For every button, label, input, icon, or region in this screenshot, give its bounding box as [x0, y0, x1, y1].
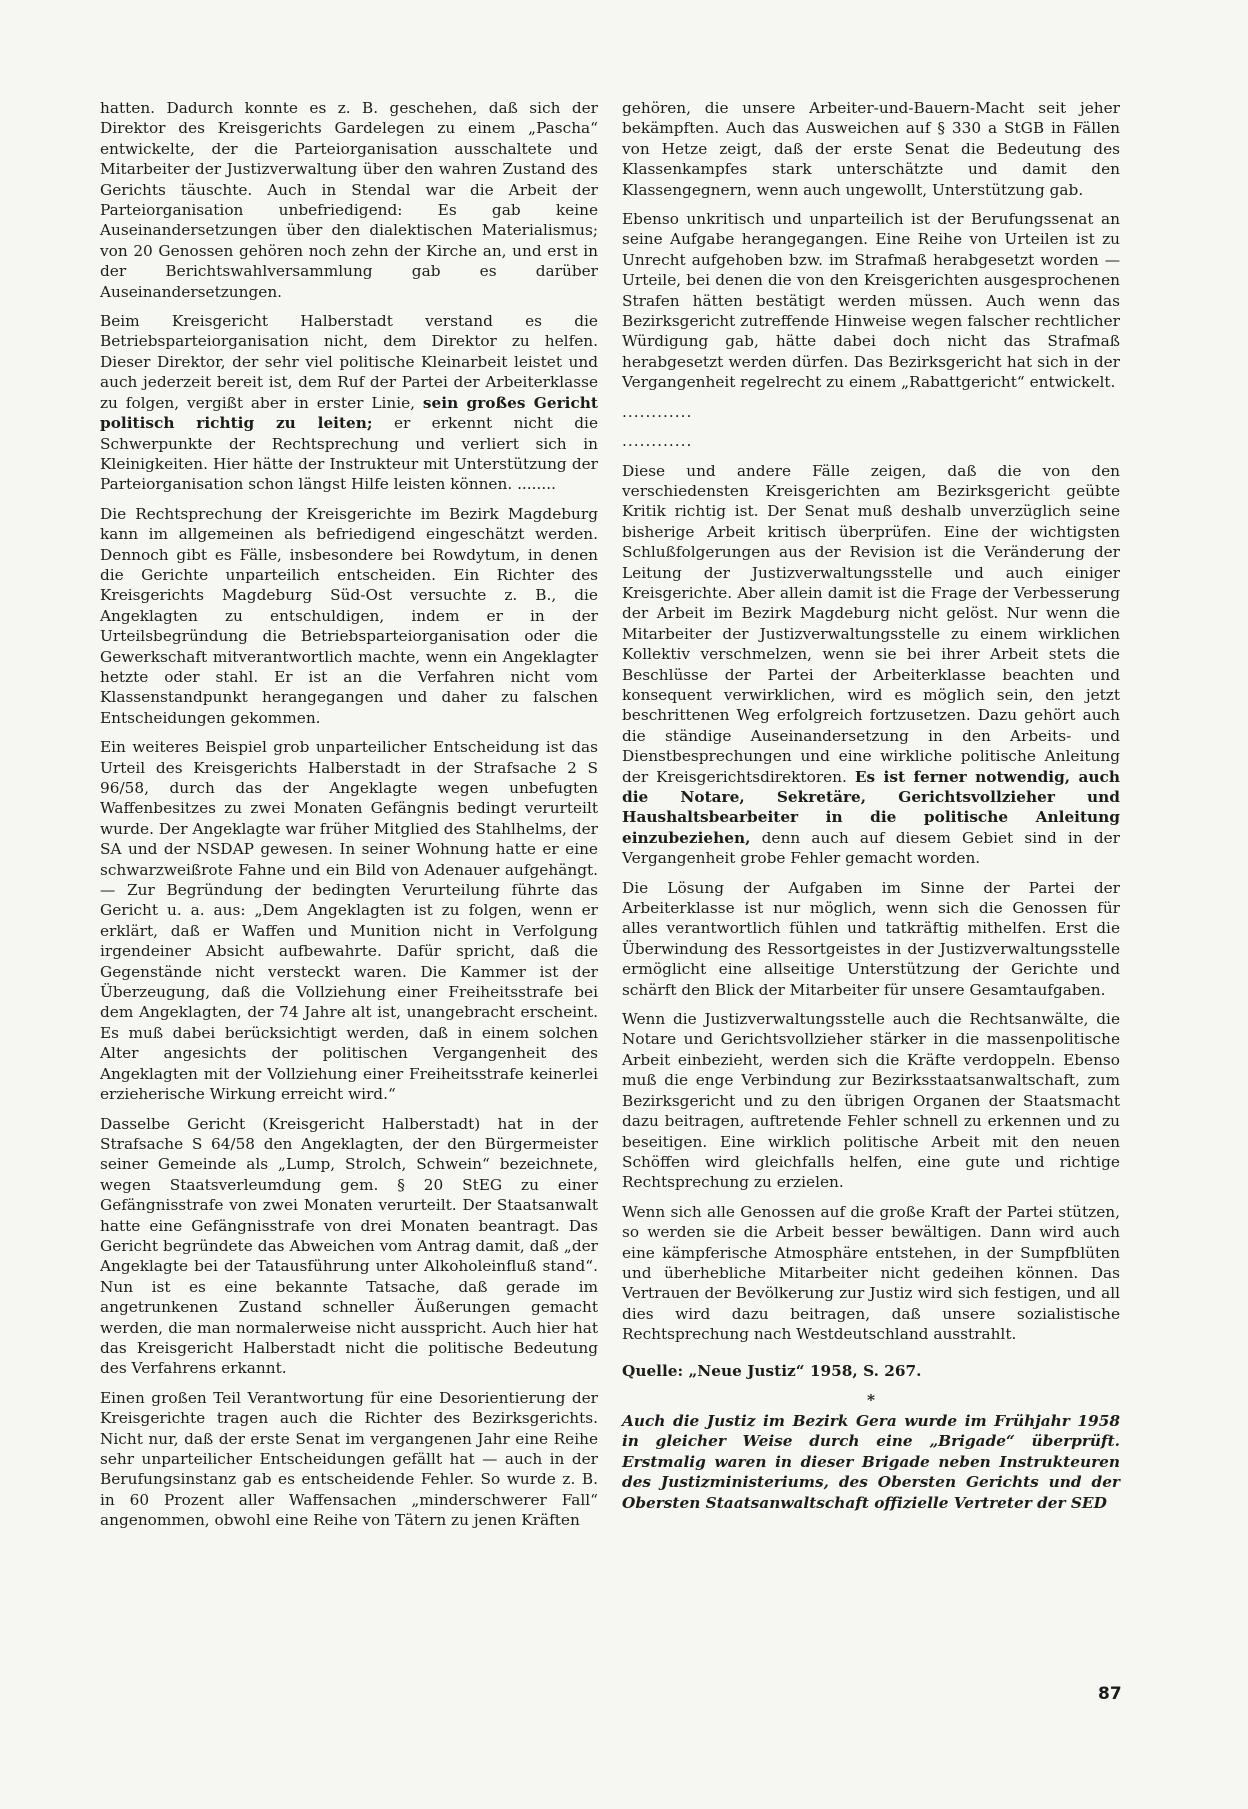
paragraph: Ebenso unkritisch und unparteilich ist der Berufungssenat an seine Aufgabe herangegangen. Eine Reihe von Urteilen ist zu Unrecht aufgehoben bzw. im Strafmaß herabgesetzt worden — Urteile, bei denen die von den Kreisgerichten ausgesprochenen Strafen hätten bestätigt werden müssen. Auch wenn das Bezirksgericht zutreffende Hinweise wegen falscher rechtlicher Würdigung gab, hätte dabei doch nicht das Strafmaß herabgesetzt werden dürfen. Das Bezirksgericht hat sich in der Vergangenheit regelrecht zu einem „Rabattgericht“ entwickelt.	[622, 210, 1120, 392]
paragraph: Beim Kreisgericht Halberstadt verstand es die Betriebsparteiorganisation nicht, dem Direktor zu helfen. Dieser Direktor, der sehr viel politische Kleinarbeit leistet und auch jederzeit bereit ist, dem Ruf der Partei der Arbeiterklasse zu folgen, vergißt aber in erster Linie, sein großes Gericht politisch richtig zu leiten; er erkennt nicht die Schwerpunkte der Rechtsprechung und verliert sich in Kleinigkeiten. Hier hätte der Instrukteur mit Unterstützung der Parteiorganisation schon längst Hilfe leisten können. ........	[100, 312, 598, 494]
page-number: 87	[1098, 1684, 1122, 1704]
paragraph: Ein weiteres Beispiel grob unparteilicher Entscheidung ist das Urteil des Kreisgerichts Halberstadt in der Strafsache 2 S 96/58, durch das der Angeklagte wegen unbefugten Waffenbesitzes zu zwei Monaten Gefängnis bedingt verurteilt wurde. Der Angeklagte war früher Mitglied des Stahlhelms, der SA und der NSDAP gewesen. In seiner Wohnung hatte er eine schwarzweißrote Fahne und ein Bild von Adenauer aufgehängt. — Zur Begründung der bedingten Verurteilung führte das Gericht u. a. aus: „Dem Angeklagten ist zu folgen, wenn er erklärt, daß er Waffen und Munition nicht in Verfolgung irgendeiner Absicht aufbewahrte. Dafür spricht, daß die Gegenstände nicht versteckt waren. Die Kammer ist der Überzeugung, daß die Vollziehung einer Freiheitsstrafe bei dem Angeklagten, der 74 Jahre alt ist, unangebracht erscheint. Es muß dabei berücksichtigt werden, daß in einem solchen Alter angesichts der politischen Vergangenheit des Angeklagten mit der Vollziehung einer Freiheitsstrafe keinerlei erzieherische Wirkung erreicht wird.“	[100, 738, 598, 1104]
source-citation: Quelle: „Neue Justiz“ 1958, S. 267.	[622, 1361, 922, 1380]
italic-intro-paragraph: Auch die Justiz im Bezirk Gera wurde im Frühjahr 1958 in gleicher Weise durch eine „Brigade“ überprüft. Erstmalig waren in dieser Brigade neben Instrukteuren des Justizministeriums, des Obersten Gerichts und der Obersten Staatsanwaltschaft offizielle Vertreter der SED	[622, 1411, 1120, 1512]
emphasis: sein großes Gericht politisch richtig zu leiten;	[100, 393, 598, 433]
section-separator: *	[867, 1390, 875, 1409]
paragraph: hatten. Dadurch konnte es z. B. geschehen, daß sich der Direktor des Kreisgerichts Gardelegen zu einem „Pascha“ entwickelte, der die Parteiorganisation ausschaltete und Mitarbeiter der Justizverwaltung über den wahren Zustand des Gerichts täuschte. Auch in Stendal war die Arbeit der Parteiorganisation unbefriedigend: Es gab keine Auseinandersetzungen über den dialektischen Materialismus; von 20 Genossen gehören noch zehn der Kirche an, und erst in der Berichtswahlversammlung gab es darüber Auseinandersetzungen.	[100, 99, 598, 301]
paragraph: Die Rechtsprechung der Kreisgerichte im Bezirk Magdeburg kann im allgemeinen als befriedigend eingeschätzt werden. Dennoch gibt es Fälle, insbesondere bei Rowdytum, in denen die Gerichte unparteilich entscheiden. Ein Richter des Kreisgerichts Magdeburg Süd-Ost versuchte z. B., die Angeklagten zu entschuldigen, indem er in der Urteilsbegründung die Betriebsparteiorganisation oder die Gewerkschaft mitverantwortlich machte, wenn ein Angeklagter hetzte oder stahl. Er ist an die Verfahren nicht vom Klassenstandpunkt herangegangen und daher zu falschen Entscheidungen gekommen.	[100, 504, 598, 727]
paragraph: Wenn sich alle Genossen auf die große Kraft der Partei stützen, so werden sie die Arbeit besser bewältigen. Dann wird auch eine kämpferische Atmosphäre entstehen, in der Sumpfblüten und überhebliche Mitarbeiter nicht gedeihen können. Das Vertrauen der Bevölkerung zur Justiz wird sich festigen, und all dies wird dazu beitragen, daß unsere sozialistische Rechtsprechung nach Westdeutschland ausstrahlt.	[622, 1202, 1120, 1344]
right-column	[622, 98, 1120, 1522]
paragraph: Die Lösung der Aufgaben im Sinne der Partei der Arbeiterklasse ist nur möglich, wenn sich die Genossen für alles verantwortlich fühlen und tatkräftig mithelfen. Erst die Überwindung des Ressortgeistes in der Justizverwaltungsstelle ermöglicht eine allseitige Unterstützung der Gerichte und schärft den Blick der Mitarbeiter für unsere Gesamtaufgaben.	[622, 878, 1120, 999]
paragraph: Wenn die Justizverwaltungsstelle auch die Rechtsanwälte, die Notare und Gerichtsvollzieher stärker in die massenpolitische Arbeit einbezieht, werden sich die Kräfte verdoppeln. Ebenso muß die enge Verbindung zur Bezirksstaatsanwaltschaft, zum Bezirksgericht und zu den übrigen Organen der Staatsmacht dazu beitragen, auftretende Fehler schnell zu erkennen und zu beseitigen. Eine wirklich politische Arbeit mit den neuen Schöffen wird gleichfalls helfen, eine gute und richtige Rechtsprechung zu erzielen.	[622, 1010, 1120, 1192]
paragraph: Dasselbe Gericht (Kreisgericht Halberstadt) hat in der Strafsache S 64/58 den Angeklagten, der den Bürgermeister seiner Gemeinde als „Lump, Strolch, Schwein“ bezeichnete, wegen Staatsverleumdung gem. § 20 StEG zu einer Gefängnisstrafe von zwei Monaten verurteilt. Der Staatsanwalt hatte eine Gefängnisstrafe von drei Monaten beantragt. Das Gericht begründete das Abweichen vom Antrag damit, daß „der Angeklagte bei der Tatausführung unter Alkoholeinfluß stand“. Nun ist es eine bekannte Tatsache, daß gerade im angetrunkenen Zustand schneller Äußerungen gemacht werden, die man normalerweise nicht ausspricht. Auch hier hat das Kreisgericht Halberstadt nicht die politische Bedeutung des Verfahrens erkannt.	[100, 1114, 598, 1378]
paragraph: gehören, die unsere Arbeiter-und-Bauern-Macht seit jeher bekämpften. Auch das Ausweichen auf § 330 a StGB in Fällen von Hetze zeigt, daß der erste Senat die Bedeutung des Klassenkampfes stark unterschätzte und damit den Klassengegnern, wenn auch ungewollt, Unterstützung gab.	[622, 99, 1120, 199]
paragraph: Diese und andere Fälle zeigen, daß die von den verschiedensten Kreisgerichten am Bezirksgericht geübte Kritik richtig ist. Der Senat muß deshalb unverzüglich seine bisherige Arbeit kritisch überprüfen. Eine der wichtigsten Schlußfolgerungen aus der Revision ist die Veränderung der Leitung der Justizverwaltungsstelle und auch einiger Kreisgerichte. Aber allein damit ist die Frage der Verbesserung der Arbeit im Bezirk Magdeburg nicht gelöst. Nur wenn die Mitarbeiter der Justizverwaltungsstelle zu einem wirklichen Kollektiv verschmelzen, wenn sie bei ihrer Arbeit stets die Beschlüsse der Partei der Arbeiterklasse beachten und konsequent verwirklichen, wird es möglich sein, den jetzt beschrittenen Weg erfolgreich fortzusetzen. Dazu gehört auch die ständige Auseinandersetzung in den Arbeits- und Dienstbesprechungen und eine wirkliche politische Anleitung der Kreisgerichtsdirektoren. Es ist ferner notwendig, auch die Notare, Sekretäre, Gerichtsvollzieher und Haushaltsbearbeiter in die politische Anleitung einzubeziehen, denn auch auf diesem Gebiet sind in der Vergangenheit grobe Fehler gemacht worden.	[622, 461, 1120, 868]
ellipsis-divider: ............	[622, 432, 693, 451]
ellipsis-divider: ............	[622, 402, 693, 421]
left-column	[100, 98, 598, 1540]
paragraph: Einen großen Teil Verantwortung für eine Desorientierung der Kreisgerichte tragen auch die Richter des Bezirksgerichts. Nicht nur, daß der erste Senat im vergangenen Jahr eine Reihe sehr unparteilicher Entscheidungen gefällt hat — auch in der Berufungsinstanz gab es entscheidende Fehler. So wurde z. B. in 60 Prozent aller Waffensachen „minderschwerer Fall“ angenommen, obwohl eine Reihe von Tätern zu jenen Kräften	[100, 1388, 598, 1530]
emphasis: Es ist ferner notwendig, auch die Notare, Sekretäre, Gerichtsvollzieher und Haushaltsbearbeiter in die politische Anleitung einzubeziehen,	[622, 767, 1120, 847]
